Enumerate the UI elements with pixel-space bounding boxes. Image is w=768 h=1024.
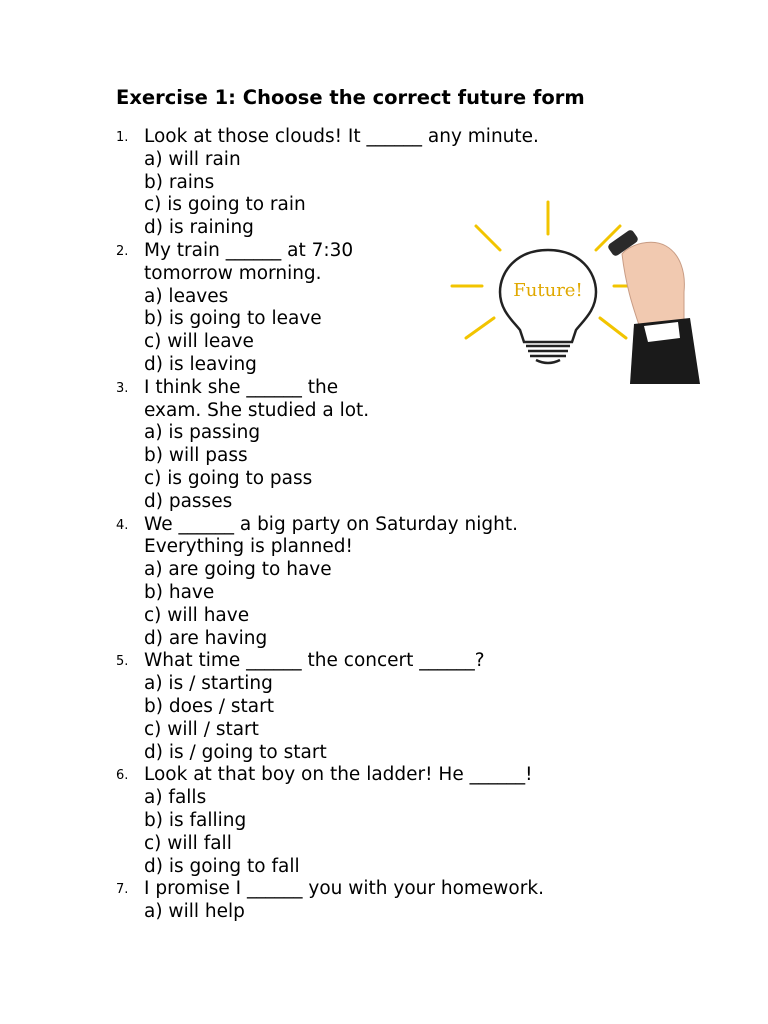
answer-option: b) is going to leave	[144, 308, 322, 330]
future-label: Future!	[513, 280, 583, 301]
answer-option: c) will fall	[144, 832, 232, 854]
answer-option: c) will / start	[144, 718, 259, 740]
question-3	[0, 377, 768, 514]
question-number: 3.	[116, 380, 129, 396]
question-4	[0, 514, 768, 651]
answer-option: c) will have	[144, 604, 250, 626]
answer-option: d) are having	[144, 627, 268, 649]
answer-option: b) is falling	[144, 809, 247, 831]
question-text-line: exam. She studied a lot.	[144, 399, 370, 421]
answer-option: c) is going to rain	[144, 194, 306, 216]
answer-option: a) is passing	[144, 422, 261, 444]
answer-option: a) will rain	[144, 148, 241, 170]
answer-option: d) is going to fall	[144, 855, 300, 877]
question-7	[0, 878, 768, 924]
answer-option: b) will pass	[144, 445, 248, 467]
question-text-line: 1. Look at those clouds! It ______ any minute.	[0, 126, 768, 149]
question-text-line: 7. I promise I ______ you with your homework.	[0, 878, 768, 901]
question-number: 5.	[116, 654, 129, 670]
question-1	[0, 126, 768, 240]
question-6	[0, 764, 768, 878]
question-text-line: Everything is planned!	[144, 536, 353, 558]
question-list	[0, 126, 768, 924]
question-5	[0, 650, 768, 764]
page-title: Exercise 1: Choose the correct future form	[116, 86, 585, 109]
answer-option: a) falls	[144, 787, 207, 809]
question-number: 7.	[116, 882, 129, 898]
answer-option: a) is / starting	[144, 673, 273, 695]
answer-option: c) is going to pass	[144, 467, 313, 489]
question-text-line: 3. I think she ______ the	[0, 377, 768, 400]
question-text-line: tomorrow morning.	[144, 262, 322, 284]
question-text-line: 5. What time ______ the concert ______?	[0, 650, 768, 673]
question-text-line: 4. We ______ a big party on Saturday night.	[0, 514, 768, 537]
answer-option: d) is / going to start	[144, 741, 327, 763]
answer-option: b) does / start	[144, 695, 275, 717]
question-number: 6.	[116, 768, 129, 784]
question-text-line: 6. Look at that boy on the ladder! He ______!	[0, 764, 768, 787]
answer-option: a) are going to have	[144, 559, 332, 581]
answer-option: b) rains	[144, 171, 215, 193]
question-text-line: 2. My train ______ at 7:30	[0, 240, 768, 263]
answer-option: a) will help	[144, 901, 245, 923]
question-number: 4.	[116, 517, 129, 533]
question-2	[0, 240, 768, 377]
question-number: 2.	[116, 243, 129, 259]
answer-option: d) is raining	[144, 217, 254, 239]
answer-option: c) will leave	[144, 331, 254, 353]
question-number: 1.	[116, 130, 129, 145]
answer-option: b) have	[144, 581, 215, 603]
answer-option: a) leaves	[144, 285, 229, 307]
answer-option: d) is leaving	[144, 353, 257, 375]
answer-option: d) passes	[144, 490, 233, 512]
